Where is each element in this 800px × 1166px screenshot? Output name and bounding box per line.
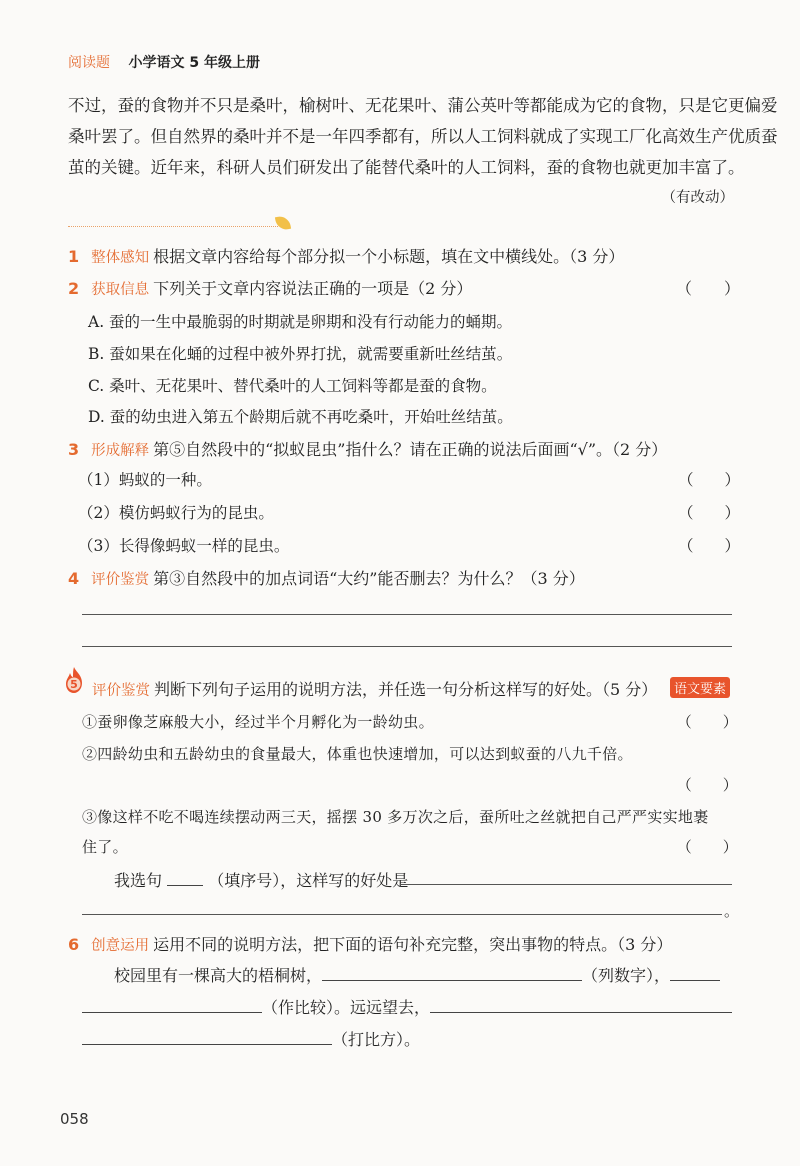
- end-mark: 。: [724, 902, 740, 920]
- option-text: （3）长得像蚂蚁一样的昆虫。: [78, 537, 290, 555]
- page-number: 058: [60, 1110, 89, 1128]
- question-tag: 评价鉴赏: [92, 683, 150, 699]
- blank-input[interactable]: [82, 1030, 332, 1045]
- q5-sentence-2: ②四龄幼虫和五龄幼虫的食量最大，体重也快速增加，可以达到蚁蚕的八九千倍。: [82, 745, 633, 763]
- sentence-text: ①蚕卵像芝麻般大小，经过半个月孵化为一龄幼虫。: [82, 713, 434, 731]
- question-number: 1: [68, 247, 80, 266]
- question-text: 根据文章内容给每个部分拟一个小标题，填在文中横线处。（3 分）: [153, 247, 625, 266]
- option-a[interactable]: A. 蚕的一生中最脆弱的时期就是卵期和没有行动能力的蛹期。: [88, 313, 513, 331]
- blank-input[interactable]: [430, 998, 732, 1013]
- question-text: 第③自然段中的加点词语“大约”能否删去？为什么？（3 分）: [153, 569, 585, 588]
- question-number: 3: [68, 440, 80, 459]
- book-title: 小学语文 5 年级上册: [128, 55, 260, 71]
- question-5: [90, 677, 730, 700]
- option-b[interactable]: B. 蚕如果在化蛹的过程中被外界打扰，就需要重新吐丝结茧。: [88, 345, 513, 363]
- option-text: （1）蚂蚁的一种。: [78, 471, 212, 489]
- question-number: 6: [68, 935, 80, 954]
- answer-parentheses[interactable]: （ ）: [677, 471, 740, 489]
- option-c[interactable]: C. 桑叶、无花果叶、替代桑叶的人工饲料等都是蚕的食物。: [88, 377, 497, 395]
- q3-option-3: [78, 534, 740, 556]
- question-number: 2: [68, 279, 80, 298]
- question-tag: 形成解释: [91, 443, 150, 459]
- question-number: 4: [68, 569, 80, 588]
- question-2: [68, 276, 740, 299]
- question-text: 第⑤自然段中的“拟蚁昆虫”指什么？请在正确的说法后面画“√”。（2 分）: [153, 440, 668, 459]
- question-1: [68, 244, 740, 267]
- q6-line-2: [82, 995, 740, 1018]
- answer-parentheses[interactable]: （ ）: [676, 713, 738, 731]
- q6-line-1: [114, 963, 740, 986]
- question-tag: 创意运用: [91, 938, 150, 954]
- section-tag: 阅读题: [68, 55, 110, 71]
- choice-prompt-2: （填序号），这样写的好处是: [208, 871, 409, 890]
- leaf-icon: [275, 215, 291, 231]
- question-text: 运用不同的说明方法，把下面的语句补充完整，突出事物的特点。（3 分）: [153, 935, 673, 954]
- q6-text: 校园里有一棵高大的梧桐树，: [114, 966, 323, 985]
- q6-text: （列数字），: [582, 966, 671, 985]
- answer-parentheses[interactable]: （ ）: [676, 776, 738, 794]
- blank-input[interactable]: [82, 998, 262, 1013]
- fire-icon: [62, 666, 86, 694]
- question-tag: 获取信息: [91, 282, 150, 298]
- passage-text: [68, 90, 778, 183]
- q6-text: （打比方）。: [332, 1030, 421, 1049]
- option-text: （2）模仿蚂蚁行为的昆虫。: [78, 504, 274, 522]
- q3-option-1: [78, 468, 740, 490]
- answer-parentheses[interactable]: （ ）: [675, 279, 740, 298]
- question-number: 5: [70, 678, 78, 691]
- q5-sentence-1: [82, 711, 738, 732]
- question-6: [68, 932, 740, 955]
- blank-number-input[interactable]: [167, 871, 203, 886]
- yuwen-badge: 语文要素: [670, 677, 730, 698]
- passage-line: 茧的关键。近年来，科研人员们研发出了能替代桑叶的人工饲料，蚕的食物也就更加丰富了。: [68, 158, 745, 177]
- passage-line: 不过，蚕的食物并不只是桑叶，榆树叶、无花果叶、蒲公英叶等都能成为它的食物，只是它更偏爱: [68, 96, 778, 115]
- option-d[interactable]: D. 蚕的幼虫进入第五个龄期后就不再吃桑叶，开始吐丝结茧。: [88, 408, 513, 426]
- choice-prompt: 我选句: [114, 871, 163, 890]
- answer-line[interactable]: [82, 646, 732, 647]
- question-4: [68, 566, 740, 589]
- blank-input[interactable]: [670, 966, 720, 981]
- question-tag: 整体感知: [91, 250, 150, 266]
- q6-text: （作比较）。远远望去，: [262, 998, 431, 1017]
- q5-choice-line: [114, 868, 740, 891]
- question-text: 下列关于文章内容说法正确的一项是（2 分）: [153, 279, 473, 298]
- q3-option-2: [78, 501, 740, 523]
- answer-parentheses[interactable]: （ ）: [676, 838, 738, 856]
- answer-line[interactable]: [400, 884, 732, 885]
- q6-line-3: [82, 1027, 740, 1050]
- answer-parentheses[interactable]: （ ）: [677, 504, 740, 522]
- page-header: [68, 52, 260, 72]
- question-tag: 评价鉴赏: [91, 572, 150, 588]
- answer-line[interactable]: [82, 914, 722, 915]
- sentence-text: 住了。: [82, 838, 128, 856]
- q5-sentence-3-cont: [82, 836, 738, 857]
- q5-sentence-3: ③像这样不吃不喝连续摆动两三天，摇摆 30 多万次之后，蚕所吐之丝就把自己严严实实地裹: [82, 808, 709, 826]
- answer-parentheses[interactable]: （ ）: [677, 537, 740, 555]
- answer-line[interactable]: [82, 614, 732, 615]
- question-3: [68, 437, 740, 460]
- passage-source: （有改动）: [661, 190, 734, 206]
- blank-input[interactable]: [322, 966, 582, 981]
- passage-line: 桑叶罢了。但自然界的桑叶并不是一年四季都有，所以人工饲料就成了实现工厂化高效生产优质蚕: [68, 127, 778, 146]
- section-divider: [68, 226, 278, 227]
- question-text: 判断下列句子运用的说明方法，并任选一句分析这样写的好处。（5 分）: [154, 680, 658, 699]
